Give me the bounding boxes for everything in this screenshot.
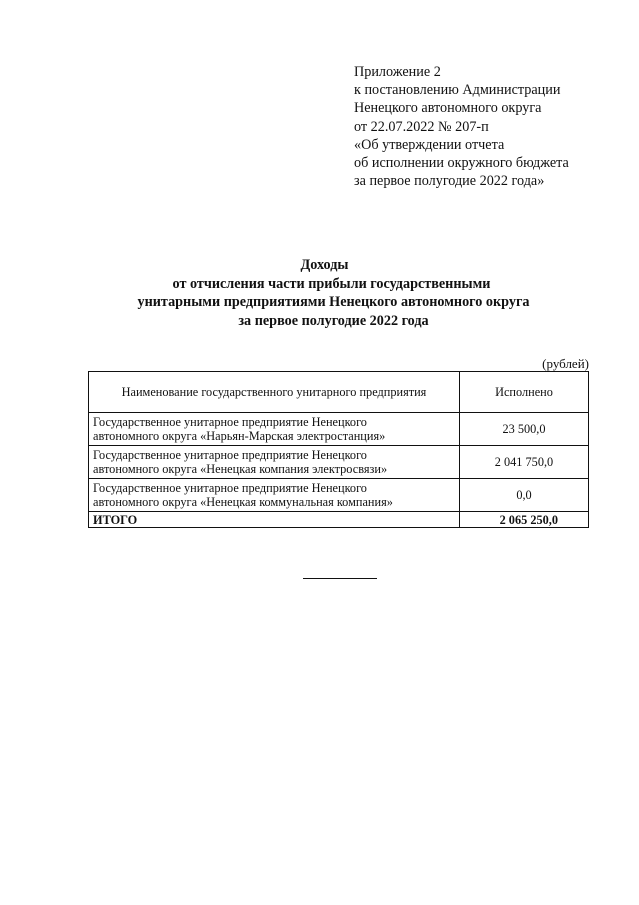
enterprise-name (89, 479, 460, 512)
end-divider (303, 578, 377, 579)
revenue-table (88, 371, 589, 528)
enterprise-name (89, 413, 460, 446)
appendix-line: об исполнении окружного бюджета (354, 155, 569, 172)
column-header-executed: Исполнено (460, 372, 589, 413)
enterprise-name-line: автономного округа «Ненецкая компания электросвязи» (93, 462, 388, 476)
title-line: от отчисления части прибыли государственными (172, 275, 491, 292)
appendix-line: «Об утверждении отчета (354, 136, 505, 153)
enterprise-name-line: автономного округа «Нарьян-Марская электростанция» (93, 429, 386, 443)
table-row (89, 413, 589, 446)
title-line: за первое полугодие 2022 года (238, 312, 429, 329)
appendix-line: от 22.07.2022 № 207-п (354, 118, 489, 135)
appendix-line: Ненецкого автономного округа (354, 100, 542, 117)
enterprise-name-line: Государственное унитарное предприятие Ненецкого (93, 480, 367, 495)
enterprise-name-line: Государственное унитарное предприятие Ненецкого (93, 414, 367, 429)
total-row (89, 512, 589, 528)
table-header-row (89, 372, 589, 413)
table-row (89, 479, 589, 512)
enterprise-name-line: Государственное унитарное предприятие Ненецкого (93, 447, 367, 462)
appendix-line: Приложение 2 (354, 64, 441, 80)
total-label: ИТОГО (89, 512, 460, 528)
enterprise-name-line: автономного округа «Ненецкая коммунальная компания» (93, 495, 393, 509)
executed-value: 2 041 750,0 (460, 446, 589, 479)
title-line: Доходы (300, 257, 349, 273)
units-label: (рублей) (542, 356, 589, 371)
appendix-note (354, 63, 624, 190)
executed-value: 0,0 (460, 479, 589, 512)
table-row (89, 446, 589, 479)
enterprise-name (89, 446, 460, 479)
total-value: 2 065 250,0 (460, 512, 589, 528)
document-title (0, 256, 639, 330)
title-line: унитарными предприятиями Ненецкого автономного округа (137, 294, 530, 311)
appendix-line: к постановлению Администрации (354, 82, 561, 99)
executed-value: 23 500,0 (460, 413, 589, 446)
column-header-enterprise: Наименование государственного унитарного предприятия (89, 372, 460, 413)
appendix-line: за первое полугодие 2022 года» (354, 173, 545, 190)
